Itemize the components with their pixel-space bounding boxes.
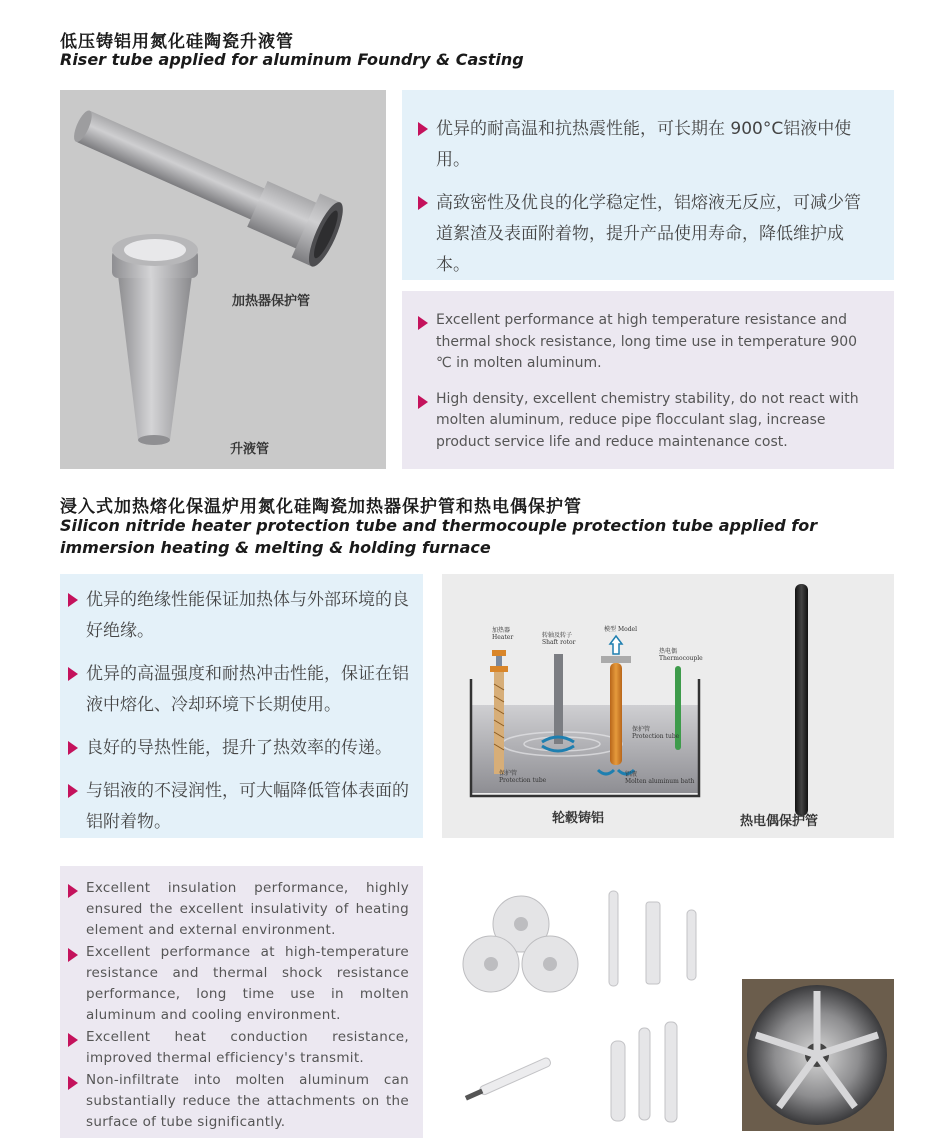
label-protection-tube-left: 保护管 Protection tube [499, 770, 547, 784]
s2-cn-bullet-1: 优异的绝缘性能保证加热体与外部环境的良好绝缘。 [68, 585, 409, 647]
riser-tube-illustration [60, 90, 386, 469]
label-protection-tube-right: 保护管 Protection tube [632, 726, 680, 740]
riser-tube-image [60, 90, 386, 469]
section2-title-cn: 浸入式加热熔化保温炉用氮化硅陶瓷加热器保护管和热电偶保护管 [60, 497, 582, 517]
section1-title-en: Riser tube applied for aluminum Foundry & Casting [60, 50, 524, 69]
furnace-diagram [442, 574, 894, 838]
s1-cn-bullet-1: 优异的耐高温和抗热震性能，可长期在 900°C铝液中使用。 [418, 114, 872, 176]
label-model: 模型 Model [604, 626, 638, 633]
product-photos [442, 866, 894, 1138]
section2-cn-panel [60, 574, 423, 838]
label-molten-bath: 铝液 Molten aluminum bath [625, 771, 695, 785]
section2-en-panel [60, 866, 423, 1138]
s2-en-bullet-3: Excellent heat conduction resistance, improved thermal efficiency's transmit. [68, 1027, 409, 1069]
caption-wheel-casting: 轮毂铸铝 [552, 811, 605, 826]
section2-title-en: Silicon nitride heater protection tube and thermocouple protection tube applied for immersion heating & melting & holding furnace [60, 516, 818, 557]
label-shaft-rotor: 转轴及转子 Shaft rotor [542, 632, 576, 646]
section1-title-cn: 低压铸铝用氮化硅陶瓷升液管 [60, 32, 294, 52]
s2-cn-bullet-2: 优异的高温强度和耐热冲击性能，保证在铝液中熔化、冷却环境下长期使用。 [68, 659, 409, 721]
furnace-diagram-panel [442, 574, 894, 838]
label-riser-tube: 升液管 [230, 442, 270, 457]
s1-en-bullet-2: High density, excellent chemistry stability, do not react with molten aluminum, reduce pipe flocculant slag, increase product service life and reduce maintenance cost. [418, 389, 872, 454]
s2-en-bullet-4: Non-infiltrate into molten aluminum can substantially reduce the attachments on the surface of tube significantly. [68, 1070, 409, 1133]
s2-en-bullet-1: Excellent insulation performance, highly ensured the excellent insulativity of heating element and external environment. [68, 878, 409, 941]
s2-cn-bullet-4: 与铝液的不浸润性，可大幅降低管体表面的铝附着物。 [68, 776, 409, 838]
label-heater-protection-tube: 加热器保护管 [232, 294, 311, 309]
section1-en-panel [402, 291, 894, 469]
label-heater: 加热器 Heater [492, 627, 514, 641]
section1-cn-panel [402, 90, 894, 280]
label-thermocouple: 热电偶 Thermocouple [659, 648, 703, 662]
caption-thermocouple-tube: 热电偶保护管 [740, 814, 819, 829]
s1-en-bullet-1: Excellent performance at high temperature resistance and thermal shock resistance, long time use in temperature 900 ℃ in molten aluminum. [418, 310, 872, 375]
product-photos-illustration [442, 866, 894, 1138]
s2-cn-bullet-3: 良好的导热性能，提升了热效率的传递。 [68, 733, 409, 764]
s2-en-bullet-2: Excellent performance at high-temperature resistance and thermal shock resistance performance, long time use in molten aluminum and cooling environment. [68, 942, 409, 1026]
s1-cn-bullet-2: 高致密性及优良的化学稳定性，铝熔液无反应，可减少管道絮渣及表面附着物，提升产品使用寿命，降低维护成本。 [418, 188, 872, 281]
